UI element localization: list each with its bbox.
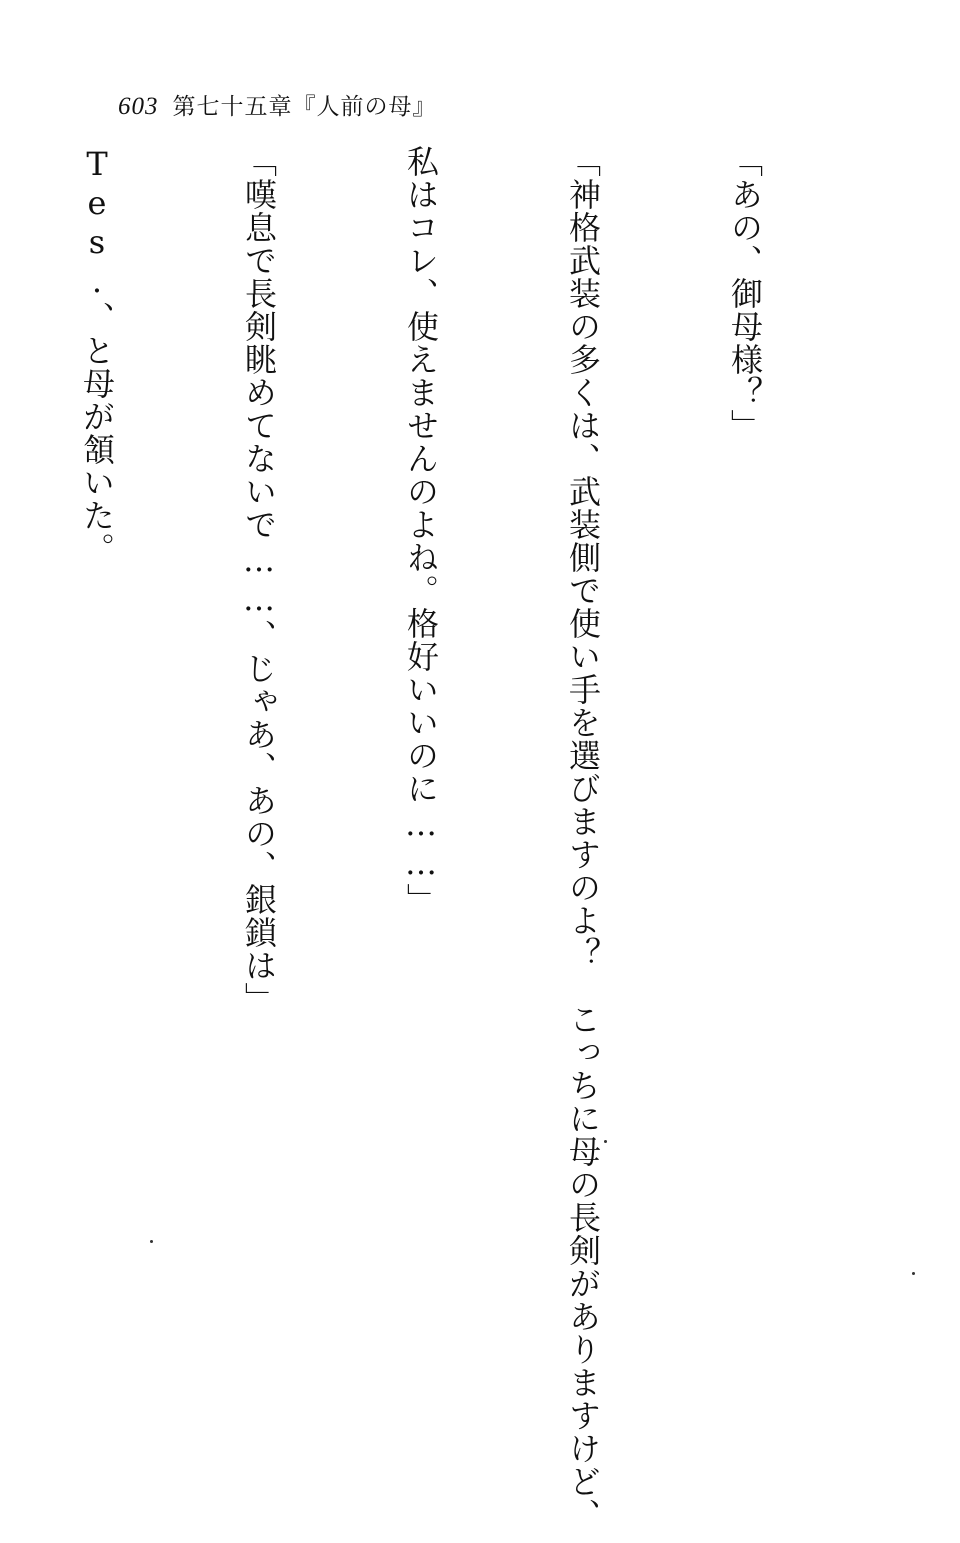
page-number: 603	[118, 93, 159, 120]
page-header	[118, 88, 437, 122]
body-text	[0, 145, 880, 1531]
scan-speck	[150, 1240, 153, 1243]
chapter-title: 第七十五章『人前の母』	[172, 94, 437, 120]
text-line: 「あの、御母様？」	[726, 145, 764, 442]
scan-speck	[604, 1140, 607, 1143]
scan-speck	[912, 1272, 915, 1275]
text-line: 「神格武装の多くは、武装側で使い手を選びますのよ？ こっちに母の長剣がありますけど、	[564, 145, 602, 1531]
text-line: 「嘆息で長剣眺めてないで……、じゃあ、あの、銀鎖は」	[240, 145, 278, 1015]
text-line: 私はコレ、使えませんのよね。格好いいのに……」	[402, 145, 440, 916]
text-line: Tes.、と母が頷いた。	[78, 145, 116, 565]
